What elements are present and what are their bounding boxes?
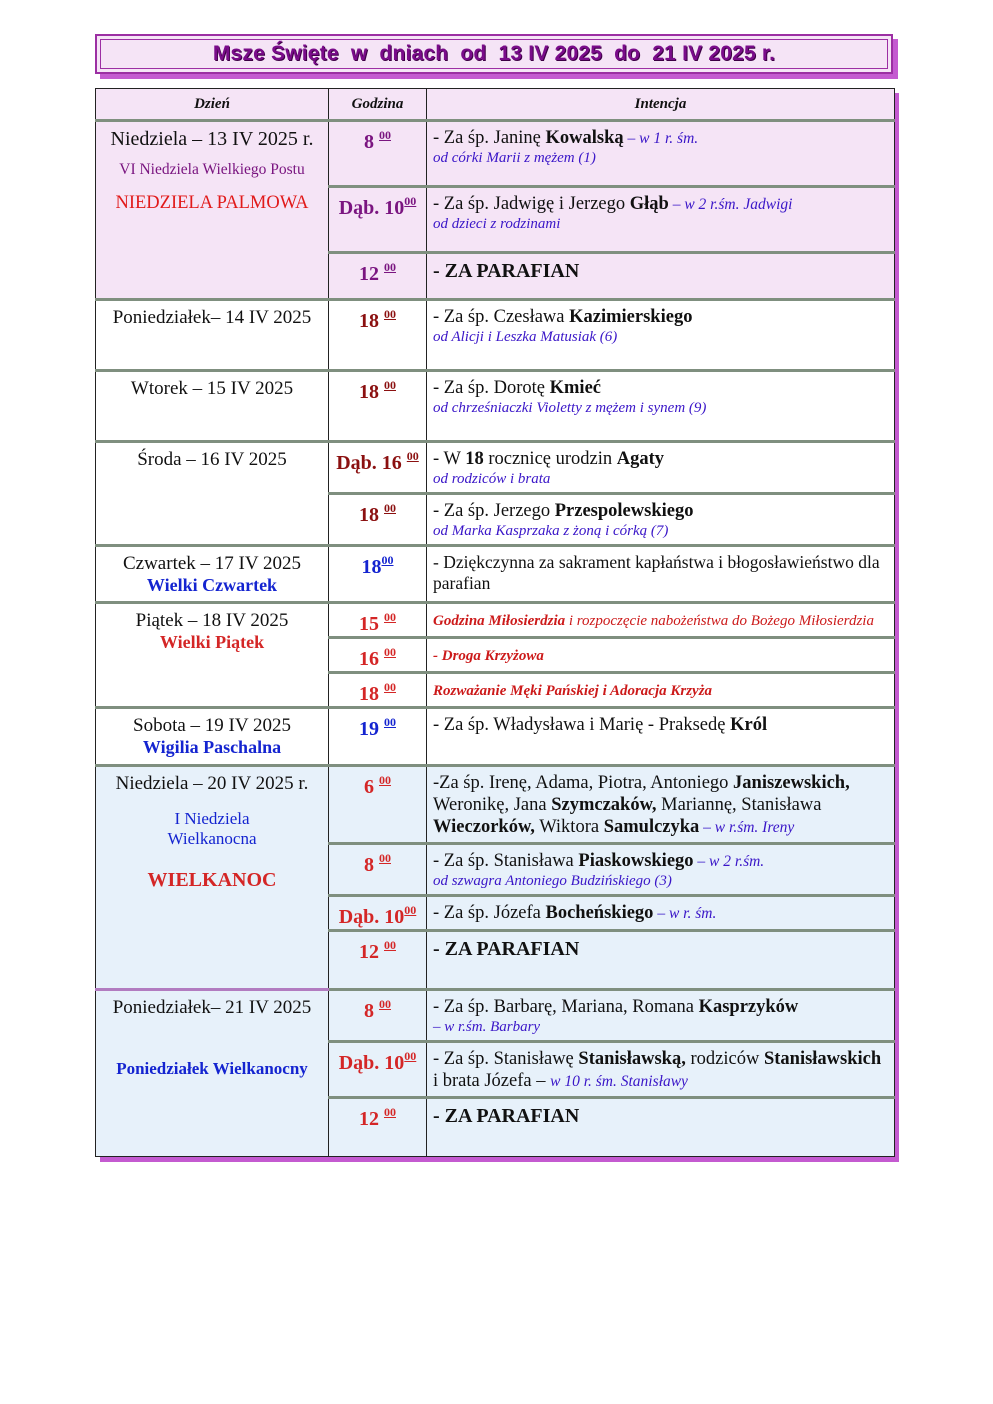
page-title: Msze Święte w dniach od 13 IV 2025 do 21 IV 2025 r.	[212, 42, 776, 65]
day-cell: Środa – 16 IV 2025	[96, 442, 329, 546]
day-cell: Piątek – 18 IV 2025 Wielki Piątek	[96, 603, 329, 708]
table-row	[96, 766, 895, 844]
day-feast: Wigilia Paschalna	[142, 737, 282, 757]
mass-intention: Rozważanie Męki Pańskiej i Adoracja Krzyża	[427, 673, 895, 708]
table-header	[96, 89, 895, 121]
day-date: Niedziela – 13 IV 2025 r.	[110, 128, 314, 150]
day-subtitle: Wielkanocna	[167, 829, 257, 848]
table-row	[96, 546, 895, 603]
mass-hour: 8 $^{00}$	[329, 121, 427, 187]
mass-hour: 12 $^{00}$	[329, 1098, 427, 1157]
mass-intention: - Za śp. Jerzego Przespolewskiego od Marka Kasprzaka z żoną i córką (7)	[427, 494, 895, 546]
mass-hour: Dąb. $10^{00}$	[329, 896, 427, 931]
mass-intention: - Za śp. Jadwigę i Jerzego Głąb – w 2 r.śm. Jadwigi od dzieci z rodzinami	[427, 187, 895, 253]
day-feast: WIELKANOC	[147, 869, 277, 891]
table-row	[96, 371, 895, 442]
mass-intention: - Za śp. Stanisława Piaskowskiego – w 2 r.śm. od szwagra Antoniego Budzińskiego (3)	[427, 844, 895, 896]
day-feast: Wielki Czwartek	[146, 575, 278, 595]
title-banner	[95, 34, 893, 74]
mass-intention: - Za śp. Janinę Kowalską – w 1 r. śm. od córki Marii z mężem (1)	[427, 121, 895, 187]
mass-hour: 8 $^{00}$	[329, 844, 427, 896]
mass-hour: 19 $^{00}$	[329, 708, 427, 766]
day-cell: Niedziela – 20 IV 2025 r. I Niedziela Wielkanocna WIELKANOC	[96, 766, 329, 990]
mass-intention: - Za śp. Stanisławę Stanisławską, rodziców Stanisławskich i brata Józefa – w 10 r. śm. Stanisławy	[427, 1042, 895, 1098]
mass-intention: - W 18 rocznicę urodzin Agaty od rodziców i brata	[427, 442, 895, 494]
mass-hour: 15 $^{00}$	[329, 603, 427, 638]
mass-hour: Dąb. $10^{00}$	[329, 187, 427, 253]
table-row	[96, 442, 895, 494]
mass-intention: - ZA PARAFIAN	[427, 253, 895, 300]
mass-hour: 12 $^{00}$	[329, 253, 427, 300]
header-hour: Godzina	[329, 89, 427, 121]
mass-intention: Godzina Miłosierdzia i rozpoczęcie nabożeństwa do Bożego Miłosierdzia	[427, 603, 895, 638]
day-cell: Wtorek – 15 IV 2025	[96, 371, 329, 442]
day-cell: Poniedziałek– 21 IV 2025 Poniedziałek Wielkanocny	[96, 990, 329, 1157]
table-row	[96, 990, 895, 1042]
mass-intention: - Za śp. Dorotę Kmieć od chrześniaczki Violetty z mężem i synem (9)	[427, 371, 895, 442]
mass-hour: 16 $^{00}$	[329, 638, 427, 673]
mass-intention: - ZA PARAFIAN	[427, 1098, 895, 1157]
day-cell	[96, 121, 329, 300]
day-feast: NIEDZIELA PALMOWA	[115, 193, 309, 213]
table-row	[96, 708, 895, 766]
day-cell: Czwartek – 17 IV 2025 Wielki Czwartek	[96, 546, 329, 603]
mass-hour: 18 $^{00}$	[329, 673, 427, 708]
mass-hour: Dąb. 16 $^{00}$	[329, 442, 427, 494]
mass-hour: Dąb. $10^{00}$	[329, 1042, 427, 1098]
mass-hour: 8 $^{00}$	[329, 990, 427, 1042]
mass-intention: -Za śp. Irenę, Adama, Piotra, Antoniego Janiszewskich, Weronikę, Jana Szymczaków, Mariannę, Stanisława Wieczorków, Wiktora Samulczyka – w r.śm. Ireny	[427, 766, 895, 844]
mass-hour: 12 $^{00}$	[329, 931, 427, 990]
mass-intention: - Droga Krzyżowa	[427, 638, 895, 673]
mass-intention: - Za śp. Władysława i Marię - Praksedę Król	[427, 708, 895, 766]
mass-intention: - Za śp. Barbarę, Mariana, Romana Kasprzyków – w r.śm. Barbary	[427, 990, 895, 1042]
mass-hour: 6 $^{00}$	[329, 766, 427, 844]
table-row	[96, 121, 895, 187]
day-subtitle: I Niedziela	[174, 809, 250, 828]
day-subtitle: VI Niedziela Wielkiego Postu	[119, 161, 305, 178]
mass-schedule-table	[95, 88, 894, 1157]
day-feast: Poniedziałek Wielkanocny	[116, 1059, 308, 1078]
mass-intention: - Za śp. Józefa Bocheńskiego – w r. śm.	[427, 896, 895, 931]
mass-hour: 18 $^{00}$	[329, 494, 427, 546]
mass-intention: - Za śp. Czesława Kazimierskiego od Alicji i Leszka Matusiak (6)	[427, 300, 895, 371]
mass-hour: $18^{00}$	[329, 546, 427, 603]
day-cell: Poniedziałek– 14 IV 2025	[96, 300, 329, 371]
day-cell: Sobota – 19 IV 2025 Wigilia Paschalna	[96, 708, 329, 766]
mass-hour: 18 $^{00}$	[329, 371, 427, 442]
day-feast: Wielki Piątek	[159, 632, 265, 652]
mass-hour: 18 $^{00}$	[329, 300, 427, 371]
mass-intention: - Dziękczynna za sakrament kapłaństwa i błogosławieństwo dla parafian	[427, 546, 895, 603]
header-day: Dzień	[96, 89, 329, 121]
table-row	[96, 300, 895, 371]
mass-intention: - ZA PARAFIAN	[427, 931, 895, 990]
header-intention: Intencja	[427, 89, 895, 121]
table-row	[96, 603, 895, 638]
